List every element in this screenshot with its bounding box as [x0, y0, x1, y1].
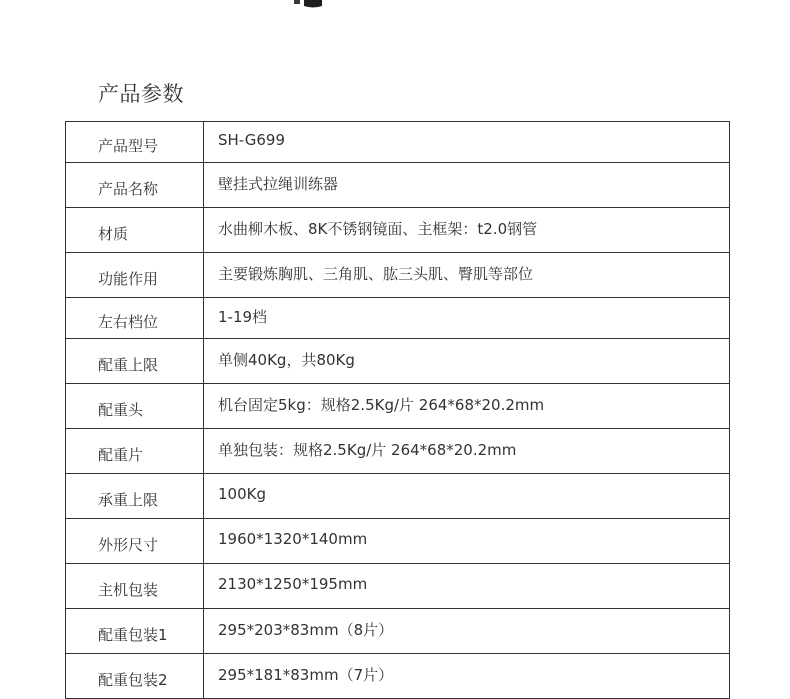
table-row	[66, 163, 730, 208]
product-parameters-table	[65, 121, 730, 699]
param-value: 水曲柳木板、8K不锈钢镜面、主框架：t2.0钢管	[204, 208, 730, 253]
section-title: 产品参数	[98, 82, 184, 106]
param-label: 配重头	[66, 384, 204, 429]
param-table-body	[66, 122, 730, 699]
product-image-fragment	[294, 0, 324, 9]
param-label: 主机包装	[66, 564, 204, 609]
table-row	[66, 384, 730, 429]
param-value: 2130*1250*195mm	[204, 564, 730, 609]
table-row	[66, 122, 730, 163]
param-label: 功能作用	[66, 253, 204, 298]
table-row	[66, 253, 730, 298]
param-value: 295*203*83mm（8片）	[204, 609, 730, 654]
param-value: 单独包装：规格2.5Kg/片 264*68*20.2mm	[204, 429, 730, 474]
param-value: 壁挂式拉绳训练器	[204, 163, 730, 208]
param-value: 100Kg	[204, 474, 730, 519]
param-label: 产品型号	[66, 122, 204, 163]
param-value: 单侧40Kg，共80Kg	[204, 339, 730, 384]
table-row	[66, 208, 730, 253]
param-value: 主要锻炼胸肌、三角肌、肱三头肌、臀肌等部位	[204, 253, 730, 298]
table-row	[66, 339, 730, 384]
param-label: 外形尺寸	[66, 519, 204, 564]
table-row	[66, 654, 730, 699]
param-value: 295*181*83mm（7片）	[204, 654, 730, 699]
param-label: 承重上限	[66, 474, 204, 519]
param-value: 机台固定5kg：规格2.5Kg/片 264*68*20.2mm	[204, 384, 730, 429]
param-label: 左右档位	[66, 298, 204, 339]
param-label: 配重包装2	[66, 654, 204, 699]
param-label: 产品名称	[66, 163, 204, 208]
table-row	[66, 298, 730, 339]
table-row	[66, 519, 730, 564]
table-row	[66, 609, 730, 654]
param-label: 配重片	[66, 429, 204, 474]
table-row	[66, 474, 730, 519]
table-row	[66, 564, 730, 609]
param-value: SH-G699	[204, 122, 730, 163]
param-label: 材质	[66, 208, 204, 253]
param-label: 配重上限	[66, 339, 204, 384]
param-label: 配重包装1	[66, 609, 204, 654]
param-value: 1960*1320*140mm	[204, 519, 730, 564]
table-row	[66, 429, 730, 474]
param-value: 1-19档	[204, 298, 730, 339]
